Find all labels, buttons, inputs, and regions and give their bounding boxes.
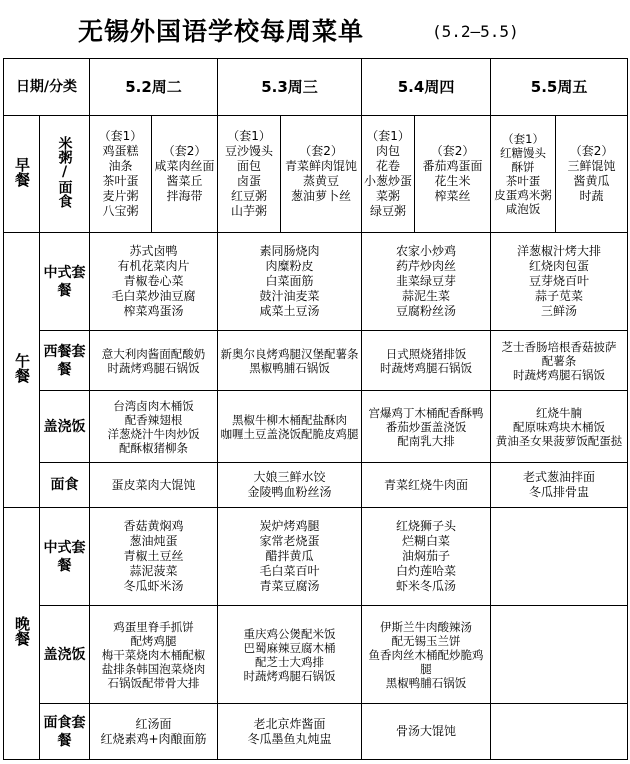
sub-label: 盖浇饭 <box>40 391 90 463</box>
sub-label: 西餐套餐 <box>40 331 90 391</box>
day-header: 5.2周二 <box>90 59 218 116</box>
breakfast-set: （套1） 肉包 花卷 小葱炒蛋 菜粥 绿豆粥 <box>362 116 415 233</box>
date-range: (5.2—5.5) <box>432 22 519 41</box>
menu-cell: 红烧牛腩 配原味鸡块木桶饭 黄油圣女果菠萝饭配蛋挞 <box>491 391 628 463</box>
breakfast-set: （套1） 豆沙馒头 面包 卤蛋 红豆粥 山芋粥 <box>218 116 281 233</box>
menu-cell: 台湾卤肉木桶饭 配香辣翅根 洋葱烧汁牛肉炒饭 配酥椒猪柳条 <box>90 391 218 463</box>
menu-cell: 鸡蛋里脊手抓饼 配烤鸡腿 梅干菜烧肉木桶配椒 盐排条韩国泡菜烧肉 石锅饭配带骨大排 <box>90 606 218 704</box>
menu-cell: 宫爆鸡丁木桶配香酥鸭 番茄炒蛋盖浇饭 配南乳大排 <box>362 391 491 463</box>
dinner-row-chinese <box>4 508 628 606</box>
sub-label: 中式套餐 <box>40 233 90 331</box>
corner-cell: 日期/分类 <box>4 59 90 116</box>
menu-cell <box>491 606 628 704</box>
menu-cell: 青菜红烧牛肉面 <box>362 463 491 508</box>
menu-cell: 农家小炒鸡 药芹炒肉丝 韭菜绿豆芽 蒜泥生菜 豆腐粉丝汤 <box>362 233 491 331</box>
menu-cell: 伊斯兰牛肉酸辣汤 配无锡玉兰饼 鱼香肉丝木桶配炒脆鸡 腿 黑椒鸭脯石锅饭 <box>362 606 491 704</box>
menu-cell: 香菇黄焖鸡 葱油炖蛋 青椒土豆丝 蒜泥菠菜 冬瓜虾米汤 <box>90 508 218 606</box>
dinner-row-noodle <box>4 704 628 760</box>
sub-label-breakfast: 米粥/面食 <box>40 116 90 233</box>
breakfast-set: （套2） 咸菜肉丝面 酱菜丘 拌海带 <box>152 116 218 233</box>
menu-cell: 炭炉烤鸡腿 家常老烧蛋 醋拌黄瓜 毛白菜百叶 青菜豆腐汤 <box>218 508 362 606</box>
sub-label: 中式套餐 <box>40 508 90 606</box>
breakfast-set: （套2） 三鲜馄饨 酱黄瓜 时蔬 <box>556 116 628 233</box>
breakfast-set: （套2） 青菜鲜肉馄饨 蒸黄豆 葱油萝卜丝 <box>281 116 362 233</box>
breakfast-set: （套1） 鸡蛋糕 油条 茶叶蛋 麦片粥 八宝粥 <box>90 116 152 233</box>
menu-cell: 素同肠烧肉 肉糜粉皮 白菜面筋 鼓汁油麦菜 咸菜土豆汤 <box>218 233 362 331</box>
menu-cell: 红烧狮子头 烂糊白菜 油焖茄子 白灼莲哈菜 虾米冬瓜汤 <box>362 508 491 606</box>
lunch-row-rice <box>4 391 628 463</box>
menu-cell: 老式葱油拌面 冬瓜排骨盅 <box>491 463 628 508</box>
dinner-row-rice <box>4 606 628 704</box>
page-title: 无锡外国语学校每周菜单 <box>78 17 365 46</box>
breakfast-set: （套1） 红糖馒头 酥饼 茶叶蛋 皮蛋鸡米粥 咸泡饭 <box>491 116 556 233</box>
title-row <box>0 0 630 58</box>
menu-cell: 意大利肉酱面配酸奶 时蔬烤鸡腿石锅饭 <box>90 331 218 391</box>
meal-label-lunch: 午餐 <box>4 233 40 508</box>
menu-cell: 芝士香肠培根香菇披萨 配薯条 时蔬烤鸡腿石锅饭 <box>491 331 628 391</box>
menu-cell: 重庆鸡公煲配米饭 巴蜀麻辣豆腐木桶 配芝士大鸡排 时蔬烤鸡腿石锅饭 <box>218 606 362 704</box>
lunch-row-chinese <box>4 233 628 331</box>
meal-label-breakfast: 早餐 <box>4 116 40 233</box>
menu-cell: 蛋皮菜肉大馄饨 <box>90 463 218 508</box>
lunch-row-noodle <box>4 463 628 508</box>
sub-label: 盖浇饭 <box>40 606 90 704</box>
day-header: 5.5周五 <box>491 59 628 116</box>
menu-cell: 大娘三鲜水饺 金陵鸭血粉丝汤 <box>218 463 362 508</box>
meal-label-dinner: 晚餐 <box>4 508 40 760</box>
lunch-row-western <box>4 331 628 391</box>
menu-cell: 红汤面 红烧素鸡+肉酿面筋 <box>90 704 218 760</box>
breakfast-set: （套2） 番茄鸡蛋面 花生米 榨菜丝 <box>415 116 491 233</box>
menu-cell: 老北京炸酱面 冬瓜墨鱼丸炖盅 <box>218 704 362 760</box>
sub-label: 面食套餐 <box>40 704 90 760</box>
day-header: 5.3周三 <box>218 59 362 116</box>
menu-cell: 新奥尔良烤鸡腿汉堡配薯条 黑椒鸭脯石锅饭 <box>218 331 362 391</box>
menu-cell: 日式照烧猪排饭 时蔬烤鸡腿石锅饭 <box>362 331 491 391</box>
sub-label: 面食 <box>40 463 90 508</box>
menu-cell: 洋葱椒汁烤大排 红烧肉包蛋 豆芽烧百叶 蒜子苋菜 三鲜汤 <box>491 233 628 331</box>
breakfast-row <box>4 116 628 233</box>
menu-cell: 骨汤大馄饨 <box>362 704 491 760</box>
menu-cell <box>491 704 628 760</box>
menu-cell: 苏式卤鸭 有机花菜肉片 青椒卷心菜 毛白菜炒油豆腐 榨菜鸡蛋汤 <box>90 233 218 331</box>
day-header: 5.4周四 <box>362 59 491 116</box>
menu-cell <box>491 508 628 606</box>
menu-cell: 黑椒牛柳木桶配盐酥肉 咖喱土豆盖浇饭配脆皮鸡腿 <box>218 391 362 463</box>
menu-table <box>3 58 628 760</box>
header-row <box>4 59 628 116</box>
